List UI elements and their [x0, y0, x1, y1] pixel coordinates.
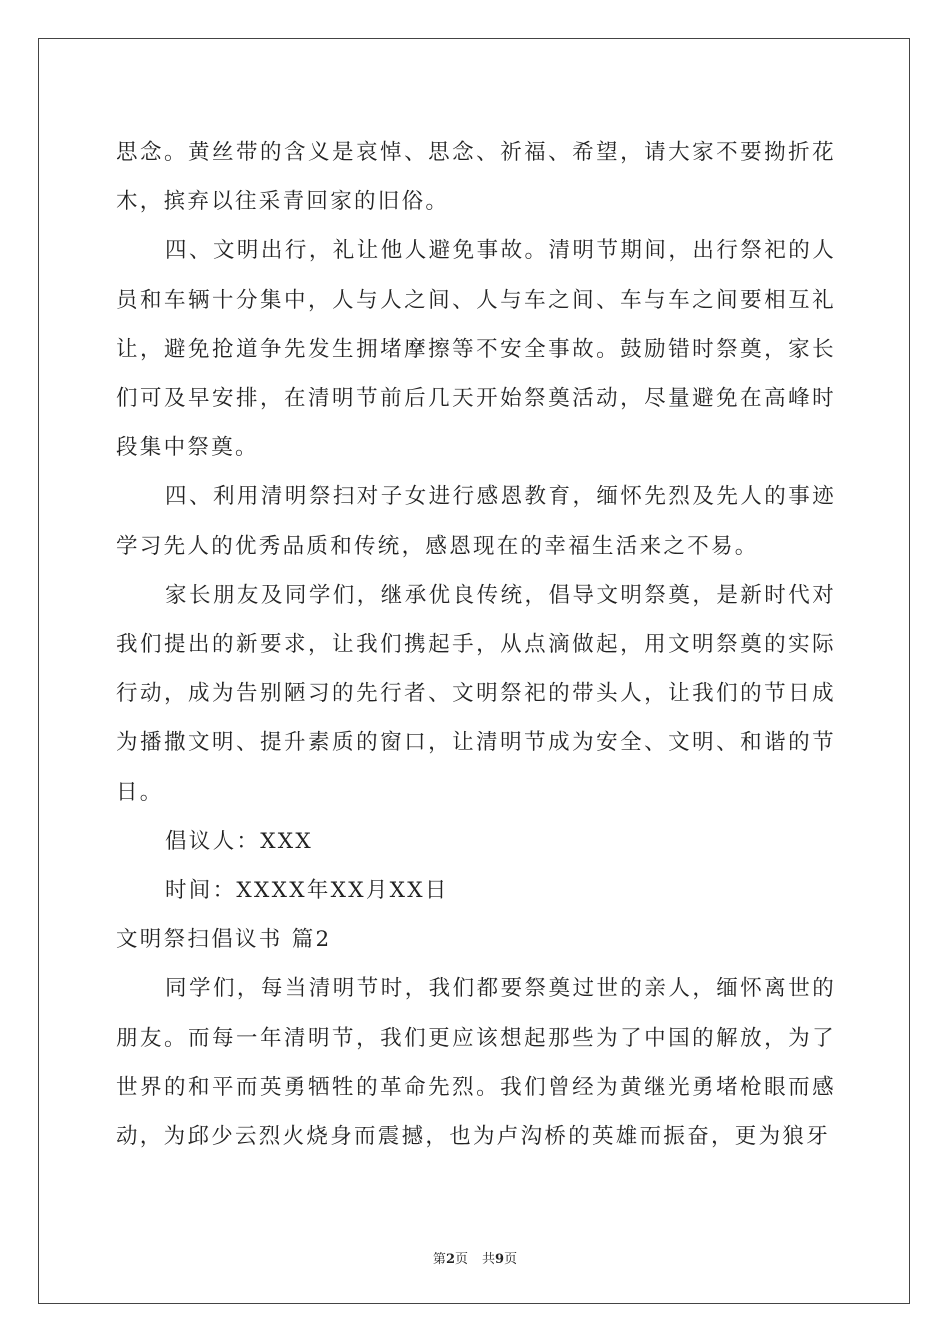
page-mid: 页 — [454, 1252, 468, 1267]
page-current: 2 — [445, 1252, 455, 1267]
paragraph-call-to-action: 家长朋友及同学们，继承优良传统，倡导文明祭奠，是新时代对我们提出的新要求，让我们携起手，从点滴做起，用文明祭奠的实际行动，成为告别陋习的先行者、文明祭祀的带头人，让我们的节日成为播撒文明、提升素质的窗口，让清明节成为安全、文明、和谐的节日。 — [116, 582, 836, 805]
document-body — [116, 128, 836, 1161]
total-suffix: 页 — [504, 1252, 518, 1267]
paragraph-civilized-travel: 四、文明出行，礼让他人避免事故。清明节期间，出行祭祀的人员和车辆十分集中，人与人之间、人与车之间、车与车之间要相互礼让，避免抢道争先发生拥堵摩擦等不安全事故。鼓励错时祭奠，家长们可及早安排，在清明节前后几天开始祭奠活动，尽量避免在高峰时段集中祭奠。 — [116, 238, 836, 461]
paragraph-section-2-intro: 同学们，每当清明节时，我们都要祭奠过世的亲人，缅怀离世的朋友。而每一年清明节，我们更应该想起那些为了中国的解放，为了世界的和平而英勇牺牲的革命先烈。我们曾经为黄继光勇堵枪眼而感动，为邱少云烈火烧身而震撼，也为卢沟桥的英雄而振奋，更为狼牙 — [116, 976, 836, 1150]
signatory-line: 倡议人：XXX — [165, 828, 314, 854]
page-footer — [0, 1248, 950, 1267]
paragraph-continued: 思念。黄丝带的含义是哀悼、思念、祈福、希望，请大家不要拗折花木，摈弃以往采青回家的旧俗。 — [116, 140, 836, 215]
date-line: 时间：XXXX年XX月XX日 — [165, 878, 449, 904]
section-title: 文明祭扫倡议书 篇2 — [116, 927, 332, 953]
page-total: 9 — [495, 1252, 505, 1267]
total-prefix: 共 — [482, 1252, 496, 1267]
page-prefix: 第 — [432, 1252, 446, 1267]
paragraph-gratitude-education: 四、利用清明祭扫对子女进行感恩教育，缅怀先烈及先人的事迹学习先人的优秀品质和传统，感恩现在的幸福生活来之不易。 — [116, 484, 836, 559]
